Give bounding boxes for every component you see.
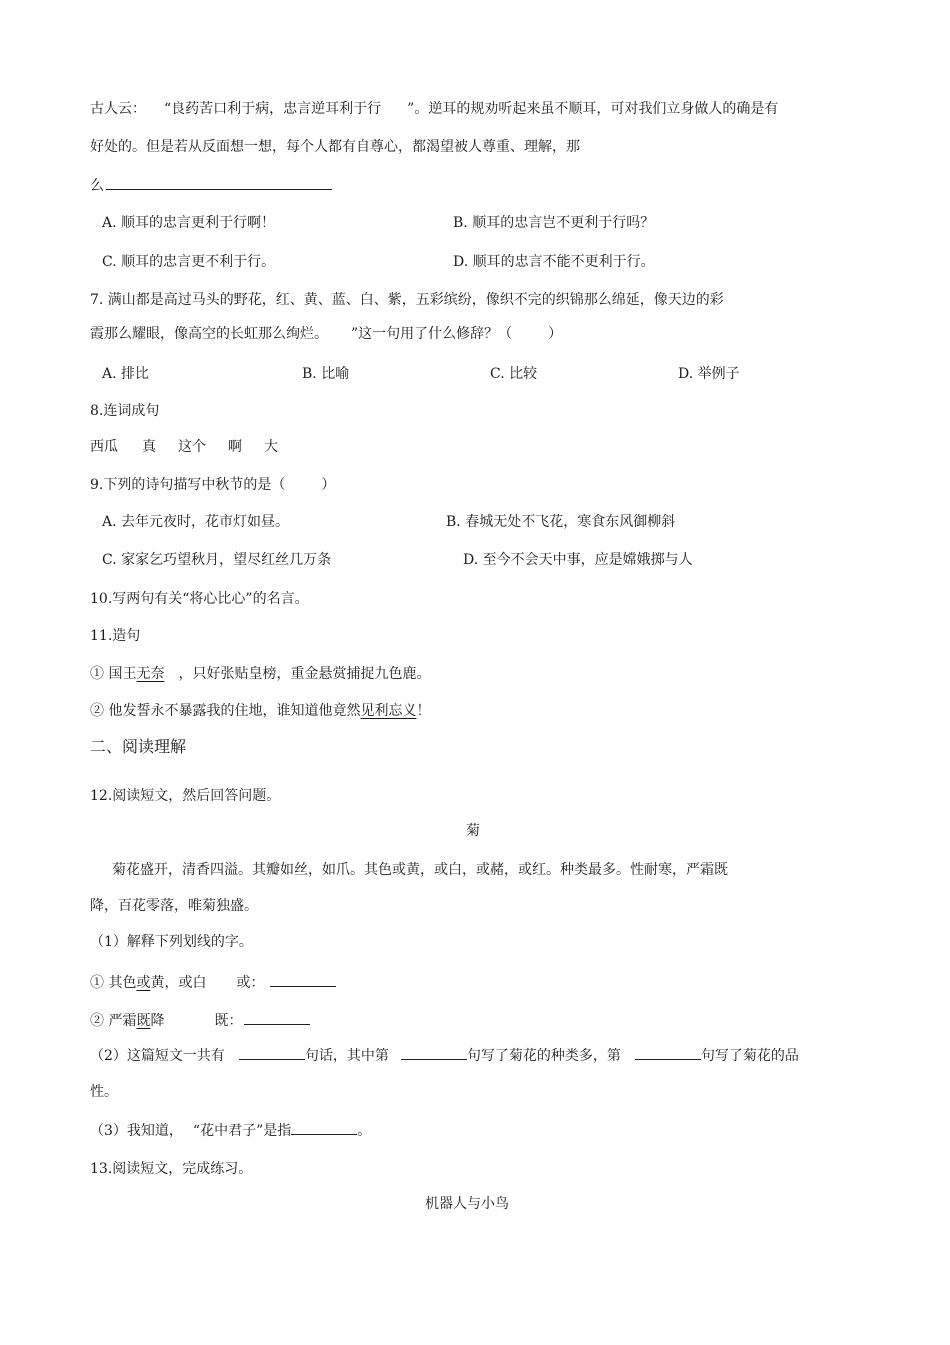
q12-sub2-blank-2[interactable] <box>401 1045 467 1060</box>
q6-line1-c: ”。逆耳的规劝听起来虽不顺耳，可对我们立身做人的确是有 <box>407 101 779 117</box>
q8-word: 这个 <box>178 439 206 455</box>
q7-question: ”这一句用了什么修辞？（ <box>351 326 513 342</box>
q12-sub3-a: （3）我知道， <box>90 1123 183 1139</box>
q12-i2-blank[interactable] <box>244 1010 310 1025</box>
q12-sub3-b: “花中君子”是指 <box>192 1123 292 1139</box>
q12-sub1: （1）解释下列划线的字。 <box>90 934 253 950</box>
q12-sub2 <box>90 1045 799 1066</box>
q6-line1 <box>90 99 778 119</box>
q8-word: 西瓜 <box>90 439 118 455</box>
q6-option-d[interactable]: D. 顺耳的忠言不能不更利于行。 <box>453 254 655 270</box>
q9-title-text: 9.下列的诗句描写中秋节的是（ <box>90 477 286 493</box>
q12-title: 12.阅读短文，然后回答问题。 <box>90 788 281 804</box>
section-heading: 二、阅读理解 <box>90 737 187 756</box>
q12-sub2-a: （2）这篇短文一共有 <box>90 1048 225 1064</box>
q12-passage-line1: 菊花盛开，清香四溢。其瓣如丝，如爪。其色或黄，或白，或赭，或红。种类最多。性耐寒，严霜既 <box>112 862 728 878</box>
q7-paren-close: ） <box>548 326 563 342</box>
q6-line3 <box>90 175 332 196</box>
q11-s2-end: ！ <box>416 703 431 719</box>
q10-text: 10.写两句有关“将心比心”的名言。 <box>90 591 309 607</box>
q12-item-1 <box>90 972 336 993</box>
q9-option-a[interactable]: A. 去年元夜时，花市灯如昼。 <box>102 514 290 530</box>
q12-i2-text: ② 严霜 <box>90 1013 137 1029</box>
q12-i2-rest: 降 <box>150 1013 165 1029</box>
q7-option-a[interactable]: A. 排比 <box>102 366 150 382</box>
q11-s2-text: ② 他发誓永不暴露我的住地，谁知道他竟然 <box>90 703 361 719</box>
q6-option-c[interactable]: C. 顺耳的忠言更不利于行。 <box>102 254 276 270</box>
q12-i1-text: ① 其色 <box>90 975 137 991</box>
q12-sub2-b: 句话，其中第 <box>304 1048 389 1064</box>
q12-sub2-cont: 性。 <box>90 1084 118 1100</box>
q11-sentence-1 <box>90 664 430 684</box>
q6-line3-text: 么 <box>90 178 104 194</box>
q12-sub2-blank-3[interactable] <box>635 1045 701 1060</box>
q12-i1-label: 或： <box>236 975 265 991</box>
q6-line1-a: 古人云： <box>90 101 146 117</box>
q7-line2-a: 霞那么耀眼，像高空的长虹那么绚烂。 <box>90 326 321 342</box>
q8-title: 8.连词成句 <box>90 403 160 419</box>
q9-paren-close: ） <box>321 477 336 493</box>
q8-word: 大 <box>264 439 278 455</box>
q6-quote: “良药苦口利于病，忠言逆耳利于行 <box>164 101 382 117</box>
q12-sub2-c: 句写了菊花的种类多，第 <box>466 1048 621 1064</box>
q12-i1-blank[interactable] <box>270 972 336 987</box>
q11-s1-keyword: 无奈 <box>136 666 165 682</box>
q7-option-d[interactable]: D. 举例子 <box>678 366 740 382</box>
q13-title: 13.阅读短文，完成练习。 <box>90 1161 253 1177</box>
q8-word: 真 <box>142 439 156 455</box>
q8-words <box>90 437 278 457</box>
q11-title: 11.造句 <box>90 628 141 644</box>
q12-sub3-c: 。 <box>357 1123 372 1139</box>
q12-sub2-d: 句写了菊花的品 <box>700 1048 799 1064</box>
q7-line2 <box>90 324 562 344</box>
q12-i1-char: 或 <box>136 975 151 991</box>
q11-s1-text: ① 国王 <box>90 666 137 682</box>
q12-passage-title: 菊 <box>466 823 480 839</box>
q9-option-d[interactable]: D. 至今不会天中事，应是嫦娥掷与人 <box>463 552 693 568</box>
q6-line2: 好处的。但是若从反面想一想，每个人都有自尊心，都渴望被人尊重、理解，那 <box>90 139 580 155</box>
q9-title <box>90 475 335 495</box>
q11-s2-keyword: 见利忘义 <box>360 703 417 719</box>
q11-sentence-2 <box>90 701 430 721</box>
q6-answer-blank[interactable] <box>106 175 332 190</box>
q8-word: 啊 <box>228 439 242 455</box>
q13-passage-title: 机器人与小鸟 <box>425 1196 509 1212</box>
q9-option-b[interactable]: B. 春城无处不飞花，寒食东风御柳斜 <box>446 514 676 530</box>
q7-option-b[interactable]: B. 比喻 <box>302 366 350 382</box>
q12-i2-label: 既： <box>214 1013 243 1029</box>
q12-i1-rest: 黄，或白 <box>150 975 207 991</box>
q12-sub3 <box>90 1120 371 1141</box>
q12-passage-line2: 降，百花零落，唯菊独盛。 <box>90 898 258 914</box>
q12-i2-char: 既 <box>136 1013 151 1029</box>
q11-s1-rest: ，只好张贴皇榜，重金悬赏捕捉九色鹿。 <box>178 666 431 682</box>
q7-option-c[interactable]: C. 比较 <box>490 366 538 382</box>
q9-option-c[interactable]: C. 家家乞巧望秋月，望尽红丝几万条 <box>102 552 332 568</box>
q12-sub3-blank[interactable] <box>291 1120 357 1135</box>
q6-option-b[interactable]: B. 顺耳的忠言岂不更利于行吗？ <box>453 215 655 231</box>
q6-option-a[interactable]: A. 顺耳的忠言更利于行啊！ <box>102 215 276 231</box>
q12-item-2 <box>90 1010 310 1031</box>
q7-line1: 7. 满山都是高过马头的野花，红、黄、蓝、白、紫，五彩缤纷，像织不完的织锦那么绵延，像天边的彩 <box>90 292 724 308</box>
q12-sub2-blank-1[interactable] <box>239 1045 305 1060</box>
